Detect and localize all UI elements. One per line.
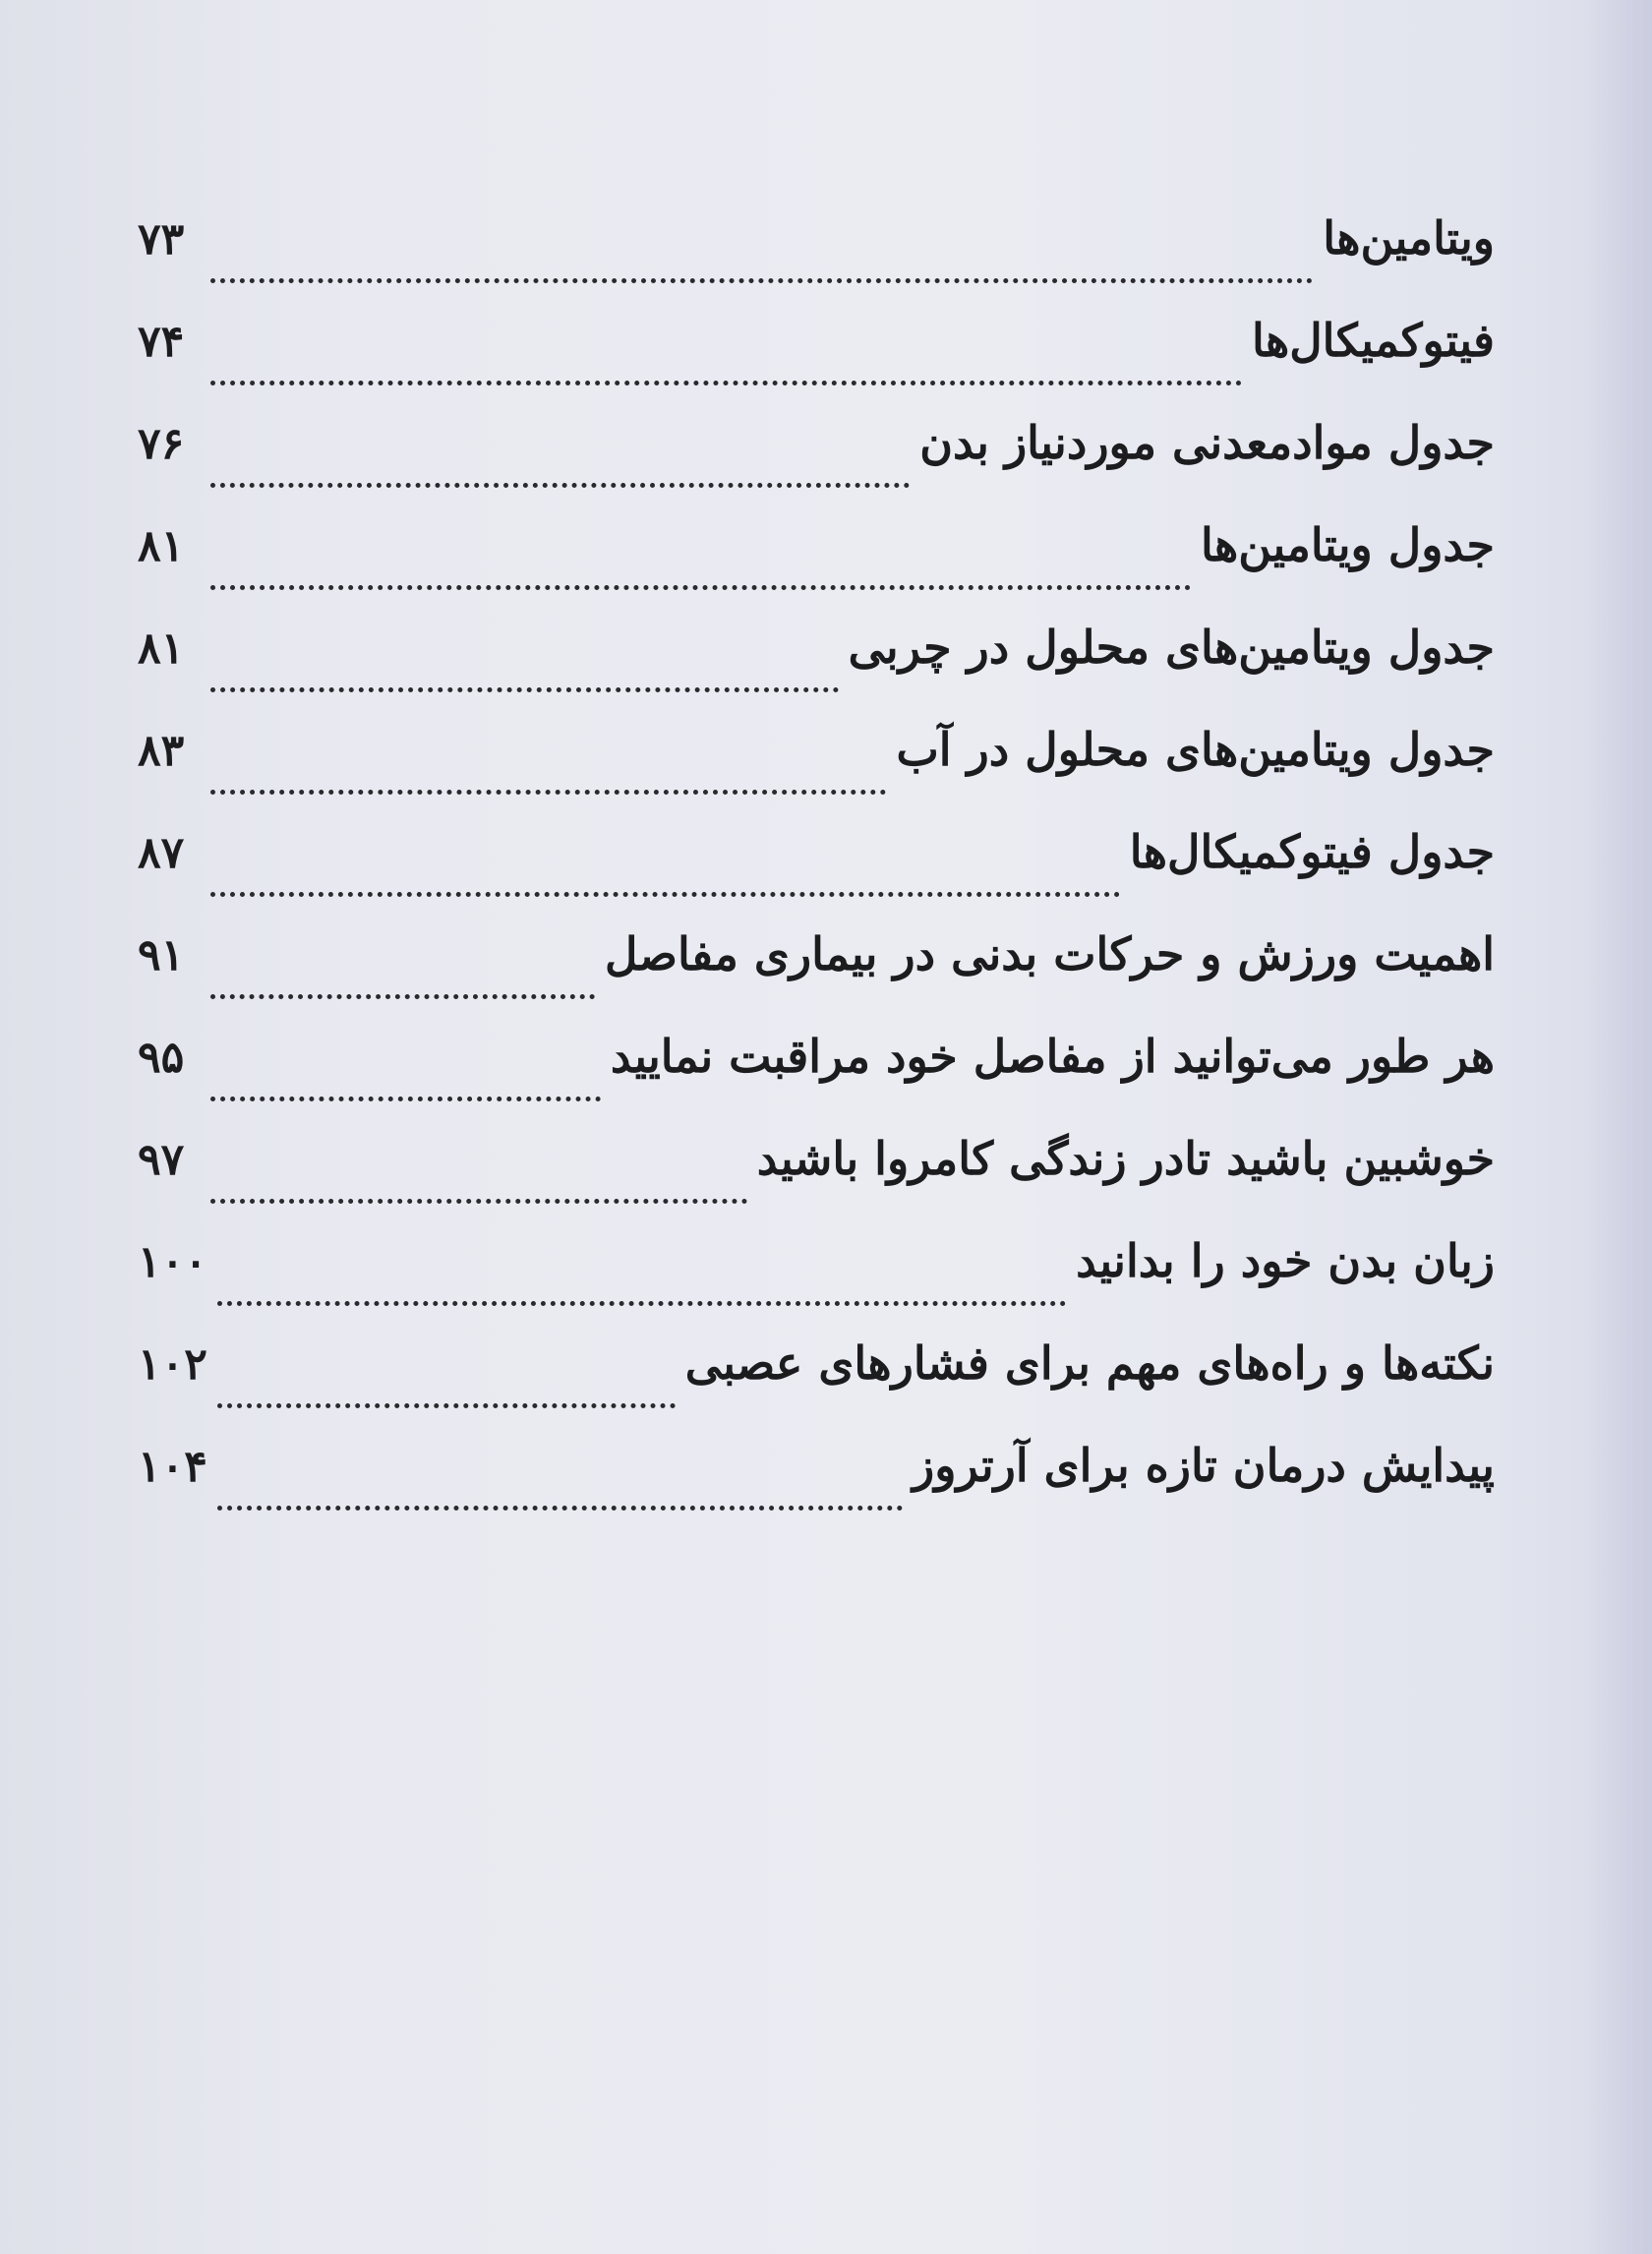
dot-leader xyxy=(210,1199,747,1204)
toc-entry-page: ۷۴ xyxy=(138,317,185,367)
toc-entry xyxy=(138,825,1495,927)
dot-leader xyxy=(210,381,1242,386)
toc-entry-page: ۹۱ xyxy=(138,930,185,980)
toc-entry-page: ۷۳ xyxy=(138,214,185,265)
toc-entry-page: ۱۰۲ xyxy=(138,1339,207,1390)
toc-entry-page: ۸۳ xyxy=(138,726,185,776)
dot-leader xyxy=(210,483,910,488)
dot-leader xyxy=(210,1097,601,1101)
dot-leader xyxy=(210,892,1120,897)
toc-entry xyxy=(138,1439,1495,1541)
toc-entry-page: ۸۱ xyxy=(138,521,185,571)
dot-leader xyxy=(217,1301,1066,1306)
dot-leader xyxy=(210,790,886,795)
toc-entry-page: ۷۶ xyxy=(138,419,185,469)
toc-entry xyxy=(138,621,1495,723)
toc-entry-page: ۸۱ xyxy=(138,623,185,674)
toc-entry-page: ۸۷ xyxy=(138,828,185,878)
toc-entry-title: خوشبین باشید تادر زندگی کامروا باشید xyxy=(756,1132,1495,1185)
dot-leader xyxy=(217,1506,903,1511)
toc-entry-page: ۱۰۰ xyxy=(138,1237,207,1287)
toc-entry xyxy=(138,927,1495,1030)
toc-entry xyxy=(138,416,1495,518)
toc-entry-title: جدول ویتامین‌ها xyxy=(1201,518,1495,571)
toc-entry-title: جدول موادمعدنی موردنیاز بدن xyxy=(919,416,1495,469)
toc-entry-title: نکته‌ها و راه‌های مهم برای فشارهای عصبی xyxy=(684,1336,1495,1390)
toc-entry xyxy=(138,1030,1495,1132)
toc-entry-page: ۱۰۴ xyxy=(138,1442,207,1492)
toc-entry xyxy=(138,518,1495,621)
toc-entry xyxy=(138,1336,1495,1439)
dot-leader xyxy=(217,1403,676,1408)
dot-leader xyxy=(210,687,839,692)
toc-entry xyxy=(138,314,1495,416)
toc-entry-page: ۹۷ xyxy=(138,1135,185,1185)
toc-entry xyxy=(138,723,1495,825)
toc-entry xyxy=(138,1132,1495,1234)
toc-entry-title: جدول ویتامین‌های محلول در آب xyxy=(896,723,1495,776)
dot-leader xyxy=(210,585,1191,590)
dot-leader xyxy=(210,994,595,999)
toc-entry-title: جدول ویتامین‌های محلول در چربی xyxy=(848,621,1495,674)
toc-entry-title: پیدایش درمان تازه برای آرتروز xyxy=(913,1439,1495,1492)
toc-entry-title: اهمیت ورزش و حرکات بدنی در بیماری مفاصل xyxy=(605,927,1495,980)
toc-entry xyxy=(138,211,1495,314)
toc-entry xyxy=(138,1234,1495,1336)
toc-entry-title: هر طور می‌توانید از مفاصل خود مراقبت نمایید xyxy=(610,1030,1495,1083)
page-edge-shadow xyxy=(1583,0,1652,2254)
toc-entry-title: ویتامین‌ها xyxy=(1323,211,1495,265)
toc-entry-title: فیتوکمیکال‌ها xyxy=(1251,314,1495,367)
toc-entry-page: ۹۵ xyxy=(138,1033,185,1083)
toc-entry-title: زبان بدن خود را بدانید xyxy=(1076,1234,1495,1287)
table-of-contents xyxy=(138,211,1495,1541)
dot-leader xyxy=(210,278,1313,283)
toc-entry-title: جدول فیتوکمیکال‌ها xyxy=(1129,825,1495,878)
